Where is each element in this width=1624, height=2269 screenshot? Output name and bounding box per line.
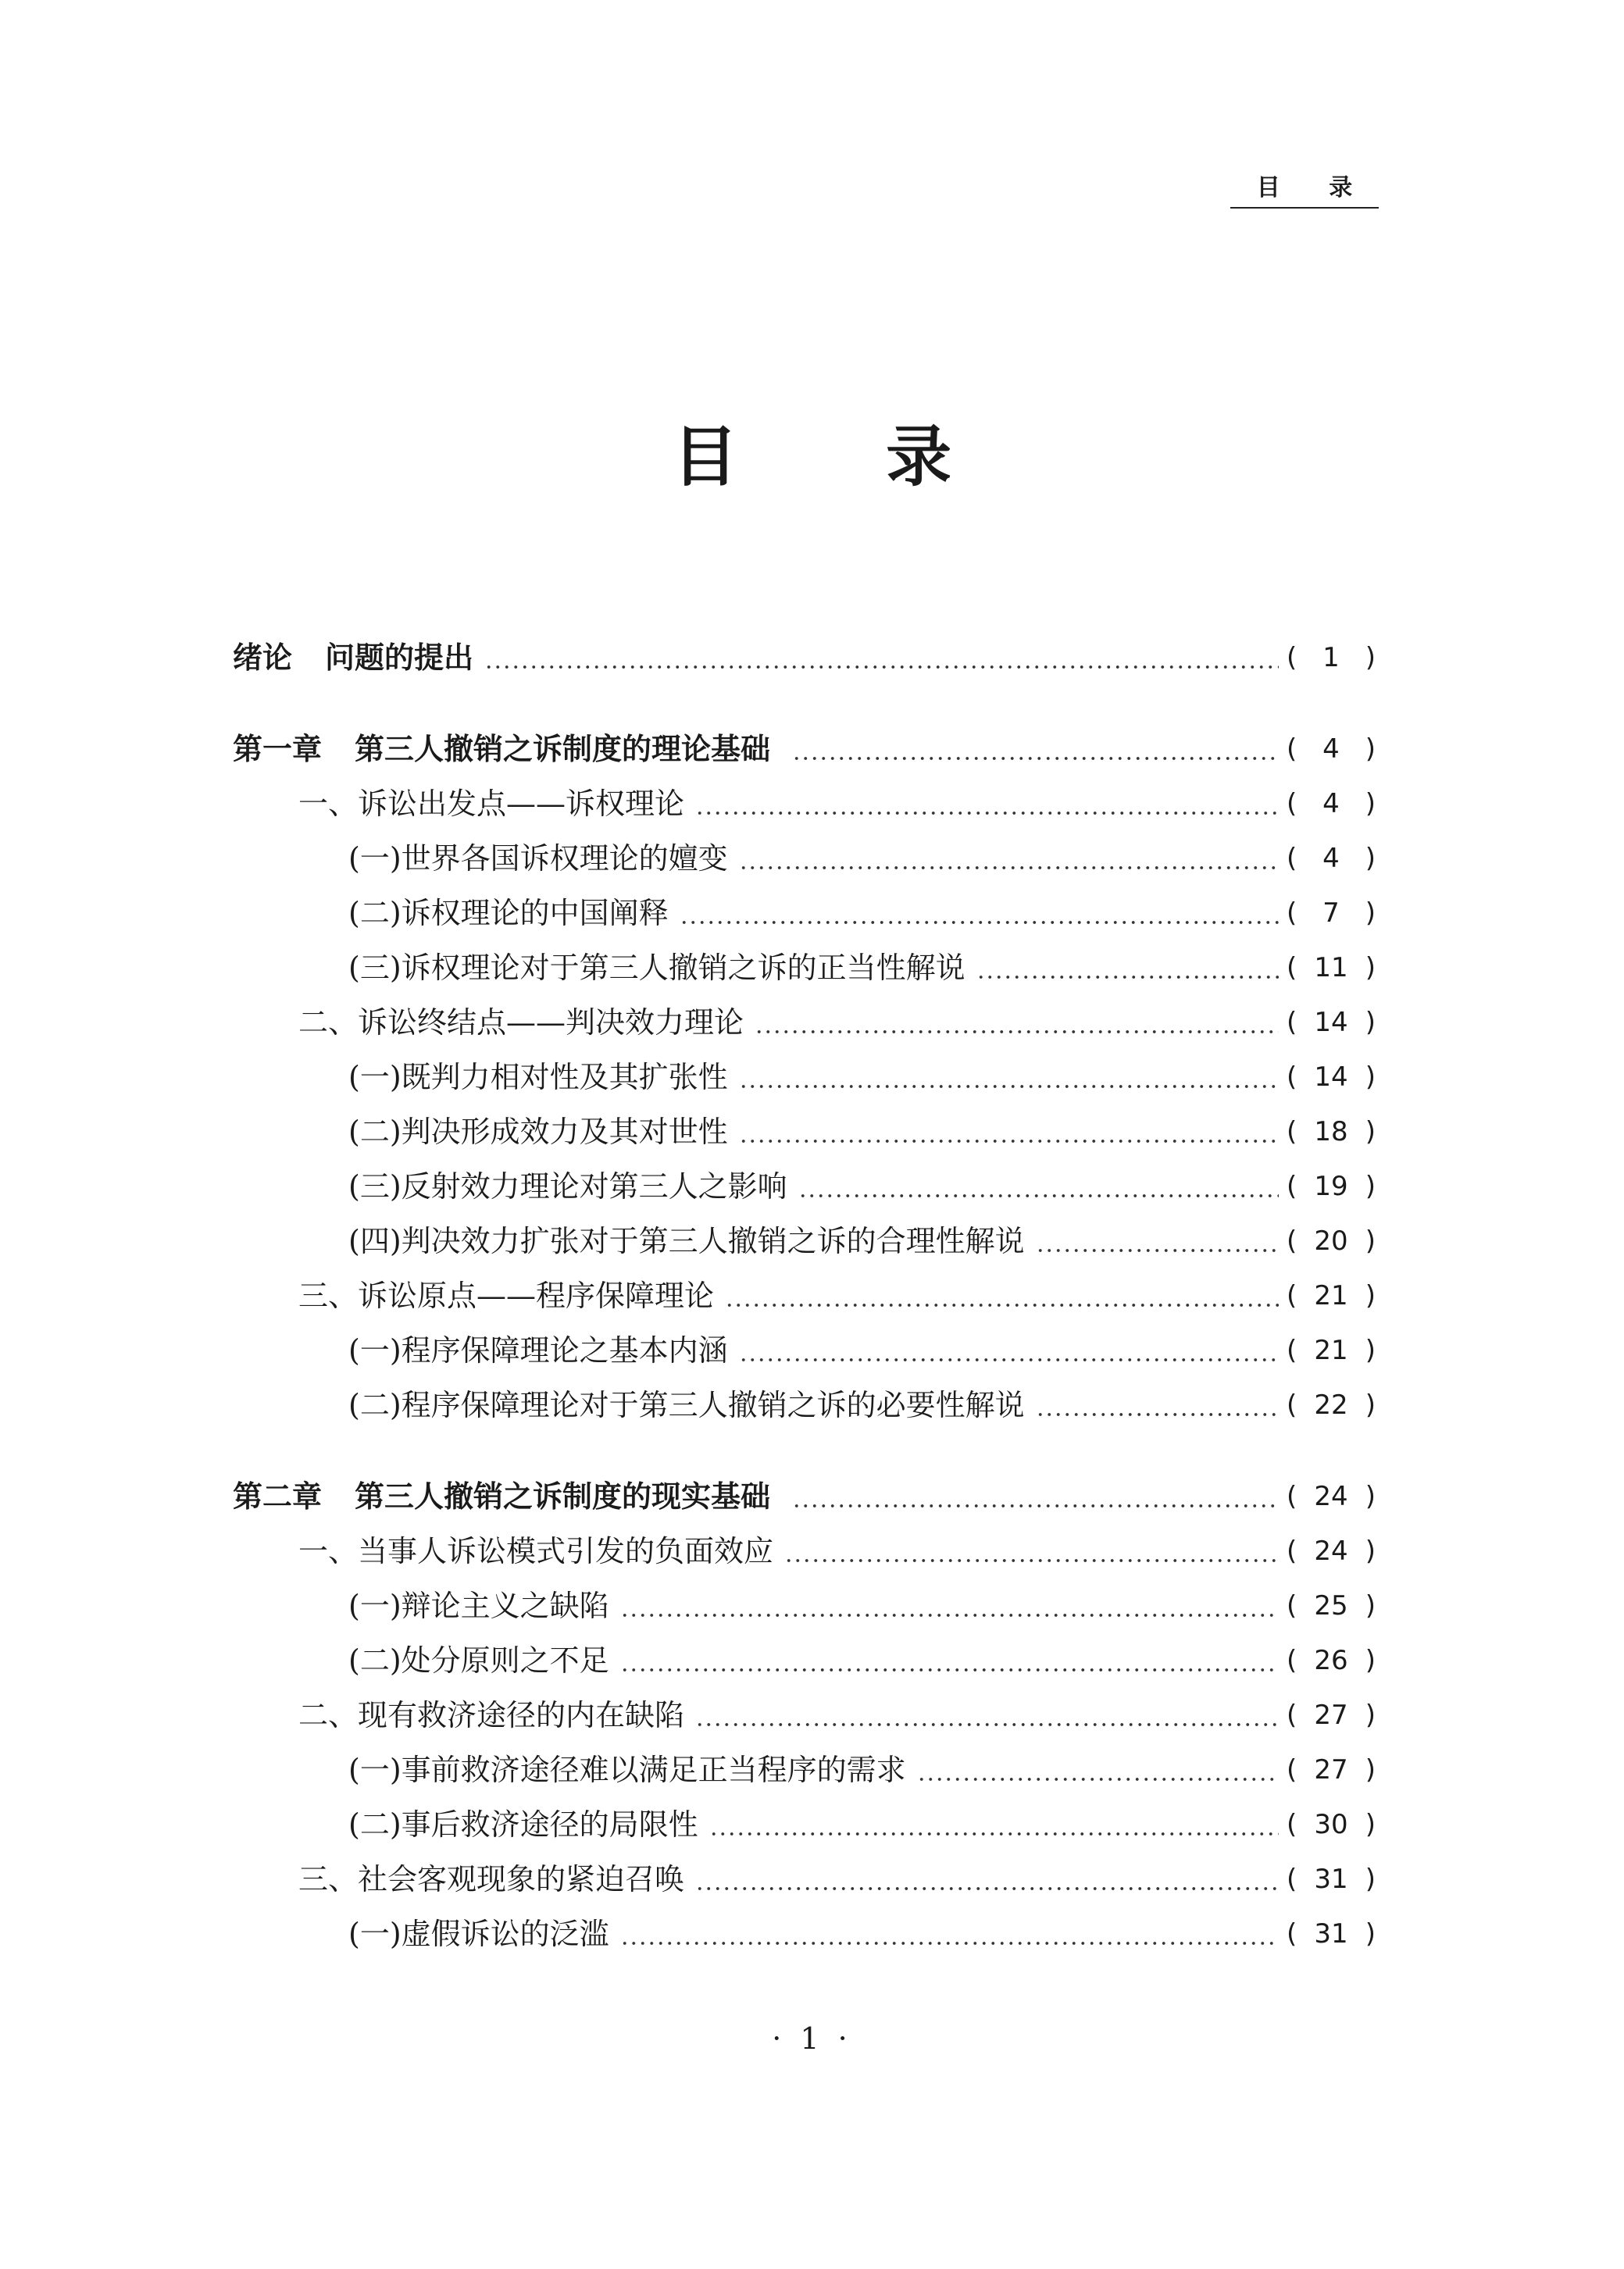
page-reference: ( 22 ) xyxy=(1279,1382,1376,1429)
toc-entry-label: (一)既判力相对性及其扩张性 xyxy=(348,1060,728,1094)
chapter-title: 第三人撤销之诉制度的现实基础 xyxy=(355,1479,771,1514)
toc-entry-subsection[interactable] xyxy=(348,1054,1376,1101)
page-number: 24 xyxy=(1314,1481,1348,1512)
dot-leader xyxy=(620,1910,1279,1957)
page-reference: ( 18 ) xyxy=(1279,1108,1376,1155)
dot-leader xyxy=(620,1637,1279,1684)
page-reference: ( 19 ) xyxy=(1279,1163,1376,1210)
toc-entry-label: 一、诉讼出发点——诉权理论 xyxy=(298,787,685,821)
page-reference: ( 14 ) xyxy=(1279,1054,1376,1101)
dot-leader xyxy=(725,1272,1279,1319)
page-reference: ( 24 ) xyxy=(1279,1528,1376,1575)
dot-leader xyxy=(680,890,1279,936)
page-number: 21 xyxy=(1314,1280,1348,1311)
toc-entry-label: (一)虚假诉讼的泛滥 xyxy=(348,1917,609,1951)
page-reference: ( 21 ) xyxy=(1279,1327,1376,1374)
dot-leader xyxy=(695,780,1279,827)
page-reference: ( 1 ) xyxy=(1279,634,1376,681)
toc-entry-label: 三、社会客观现象的紧迫召唤 xyxy=(298,1862,685,1896)
toc-entry-section[interactable] xyxy=(298,780,1376,827)
page-reference: ( 14 ) xyxy=(1279,999,1376,1046)
dot-leader xyxy=(709,1801,1279,1848)
toc-entry-subsection[interactable] xyxy=(348,1746,1376,1793)
toc-entry-section[interactable] xyxy=(298,999,1376,1046)
toc-entry-introduction[interactable] xyxy=(233,634,1376,681)
page-number: 11 xyxy=(1314,952,1348,983)
toc-entry-subsection[interactable] xyxy=(348,1382,1376,1429)
toc-entry-label: (四)判决效力扩张对于第三人撤销之诉的合理性解说 xyxy=(348,1224,1025,1258)
page-number: 25 xyxy=(1314,1590,1348,1621)
page-number: 27 xyxy=(1314,1754,1348,1786)
toc-entry-label: 三、诉讼原点——程序保障理论 xyxy=(298,1279,715,1313)
page-reference: ( 27 ) xyxy=(1279,1692,1376,1739)
toc-entry-subsection[interactable] xyxy=(348,1801,1376,1848)
toc-entry-label: (三)反射效力理论对第三人之影响 xyxy=(348,1169,787,1204)
page-number: 7 xyxy=(1322,897,1340,929)
toc-entry-subsection[interactable] xyxy=(348,835,1376,882)
page-number: 21 xyxy=(1314,1335,1348,1366)
page-number-footer: · 1 · xyxy=(772,2021,852,2056)
dot-leader xyxy=(784,1528,1279,1575)
toc-entry-label: (二)程序保障理论对于第三人撤销之诉的必要性解说 xyxy=(348,1388,1025,1422)
page-reference: ( 7 ) xyxy=(1279,890,1376,936)
page-number: 1 xyxy=(1322,642,1340,673)
toc-entry-label: 二、诉讼终结点——判决效力理论 xyxy=(298,1005,744,1040)
dot-leader xyxy=(755,999,1279,1046)
page-reference: ( 31 ) xyxy=(1279,1856,1376,1903)
page-number: 31 xyxy=(1314,1918,1348,1950)
toc-entry-section[interactable] xyxy=(298,1856,1376,1903)
toc-entry-section[interactable] xyxy=(298,1692,1376,1739)
toc-entry-label: (一)程序保障理论之基本内涵 xyxy=(348,1333,728,1368)
running-header: 目 录 xyxy=(1230,168,1379,209)
toc-entry-subsection[interactable] xyxy=(348,1582,1376,1629)
toc-entry-section[interactable] xyxy=(298,1272,1376,1319)
dot-leader xyxy=(792,726,1279,772)
chapter-title: 问题的提出 xyxy=(325,640,474,675)
toc-entry-label: (三)诉权理论对于第三人撤销之诉的正当性解说 xyxy=(348,951,965,985)
dot-leader xyxy=(1036,1382,1279,1429)
dot-leader xyxy=(976,944,1279,991)
page-reference: ( 27 ) xyxy=(1279,1746,1376,1793)
dot-leader xyxy=(739,1327,1279,1374)
dot-leader xyxy=(695,1856,1279,1903)
toc-entry-label: (一)世界各国诉权理论的嬗变 xyxy=(348,841,728,876)
toc-entry-label: (一)辩论主义之缺陷 xyxy=(348,1589,609,1623)
page-number: 14 xyxy=(1314,1007,1348,1038)
page-reference: ( 11 ) xyxy=(1279,944,1376,991)
toc-entry-label: 二、现有救济途径的内在缺陷 xyxy=(298,1698,685,1732)
toc-entry-label: 一、当事人诉讼模式引发的负面效应 xyxy=(298,1534,774,1568)
dot-leader xyxy=(695,1692,1279,1739)
toc-entry-subsection[interactable] xyxy=(348,944,1376,991)
chapter-title: 第三人撤销之诉制度的理论基础 xyxy=(355,732,771,766)
toc-entry-subsection[interactable] xyxy=(348,1910,1376,1957)
toc-entry-subsection[interactable] xyxy=(348,1108,1376,1155)
toc-entry-label: (二)诉权理论的中国阐释 xyxy=(348,896,669,930)
page-reference: ( 31 ) xyxy=(1279,1910,1376,1957)
page-reference: ( 26 ) xyxy=(1279,1637,1376,1684)
page-number: 19 xyxy=(1314,1171,1348,1202)
dot-leader xyxy=(917,1746,1279,1793)
page-number: 20 xyxy=(1314,1225,1348,1257)
page-number: 24 xyxy=(1314,1536,1348,1567)
dot-leader xyxy=(620,1582,1279,1629)
page-number: 31 xyxy=(1314,1864,1348,1895)
toc-entry-chapter-1[interactable] xyxy=(233,726,1376,772)
dot-leader xyxy=(739,835,1279,882)
page-number: 4 xyxy=(1322,843,1340,874)
toc-entry-subsection[interactable] xyxy=(348,1637,1376,1684)
dot-leader xyxy=(798,1163,1279,1210)
toc-entry-section[interactable] xyxy=(298,1528,1376,1575)
page-reference: ( 20 ) xyxy=(1279,1218,1376,1265)
dot-leader xyxy=(484,634,1279,681)
chapter-number: 第二章 xyxy=(233,1479,323,1514)
page-reference: ( 4 ) xyxy=(1279,835,1376,882)
toc-entry-label xyxy=(233,1473,792,1520)
toc-entry-subsection[interactable] xyxy=(348,1163,1376,1210)
chapter-number: 第一章 xyxy=(233,732,323,766)
page-number: 22 xyxy=(1314,1390,1348,1421)
toc-entry-subsection[interactable] xyxy=(348,1218,1376,1265)
page-number: 27 xyxy=(1314,1700,1348,1731)
page-reference: ( 4 ) xyxy=(1279,780,1376,827)
toc-entry-label: (二)事后救济途径的局限性 xyxy=(348,1807,698,1842)
page-reference: ( 25 ) xyxy=(1279,1582,1376,1629)
page-reference: ( 4 ) xyxy=(1279,726,1376,772)
page-number: 4 xyxy=(1322,788,1340,819)
page-number: 30 xyxy=(1314,1809,1348,1840)
toc-entry-label: (二)判决形成效力及其对世性 xyxy=(348,1115,728,1149)
dot-leader xyxy=(739,1054,1279,1101)
toc-entry-label: (二)处分原则之不足 xyxy=(348,1643,609,1678)
toc-entry-label: (一)事前救济途径难以满足正当程序的需求 xyxy=(348,1753,906,1787)
toc-entry-subsection[interactable] xyxy=(348,1327,1376,1374)
toc-entry-label xyxy=(233,634,484,681)
page-number: 14 xyxy=(1314,1061,1348,1093)
dot-leader xyxy=(792,1473,1279,1520)
page-reference: ( 21 ) xyxy=(1279,1272,1376,1319)
toc-entry-subsection[interactable] xyxy=(348,890,1376,936)
dot-leader xyxy=(739,1108,1279,1155)
page-number: 18 xyxy=(1314,1116,1348,1147)
page-reference: ( 30 ) xyxy=(1279,1801,1376,1848)
chapter-number: 绪论 xyxy=(233,640,293,675)
page-number: 26 xyxy=(1314,1645,1348,1676)
dot-leader xyxy=(1036,1218,1279,1265)
page-title: 目 录 xyxy=(672,419,1015,495)
page-number: 4 xyxy=(1322,733,1340,765)
toc-entry-chapter-2[interactable] xyxy=(233,1473,1376,1520)
toc-entry-label xyxy=(233,726,792,772)
page-reference: ( 24 ) xyxy=(1279,1473,1376,1520)
